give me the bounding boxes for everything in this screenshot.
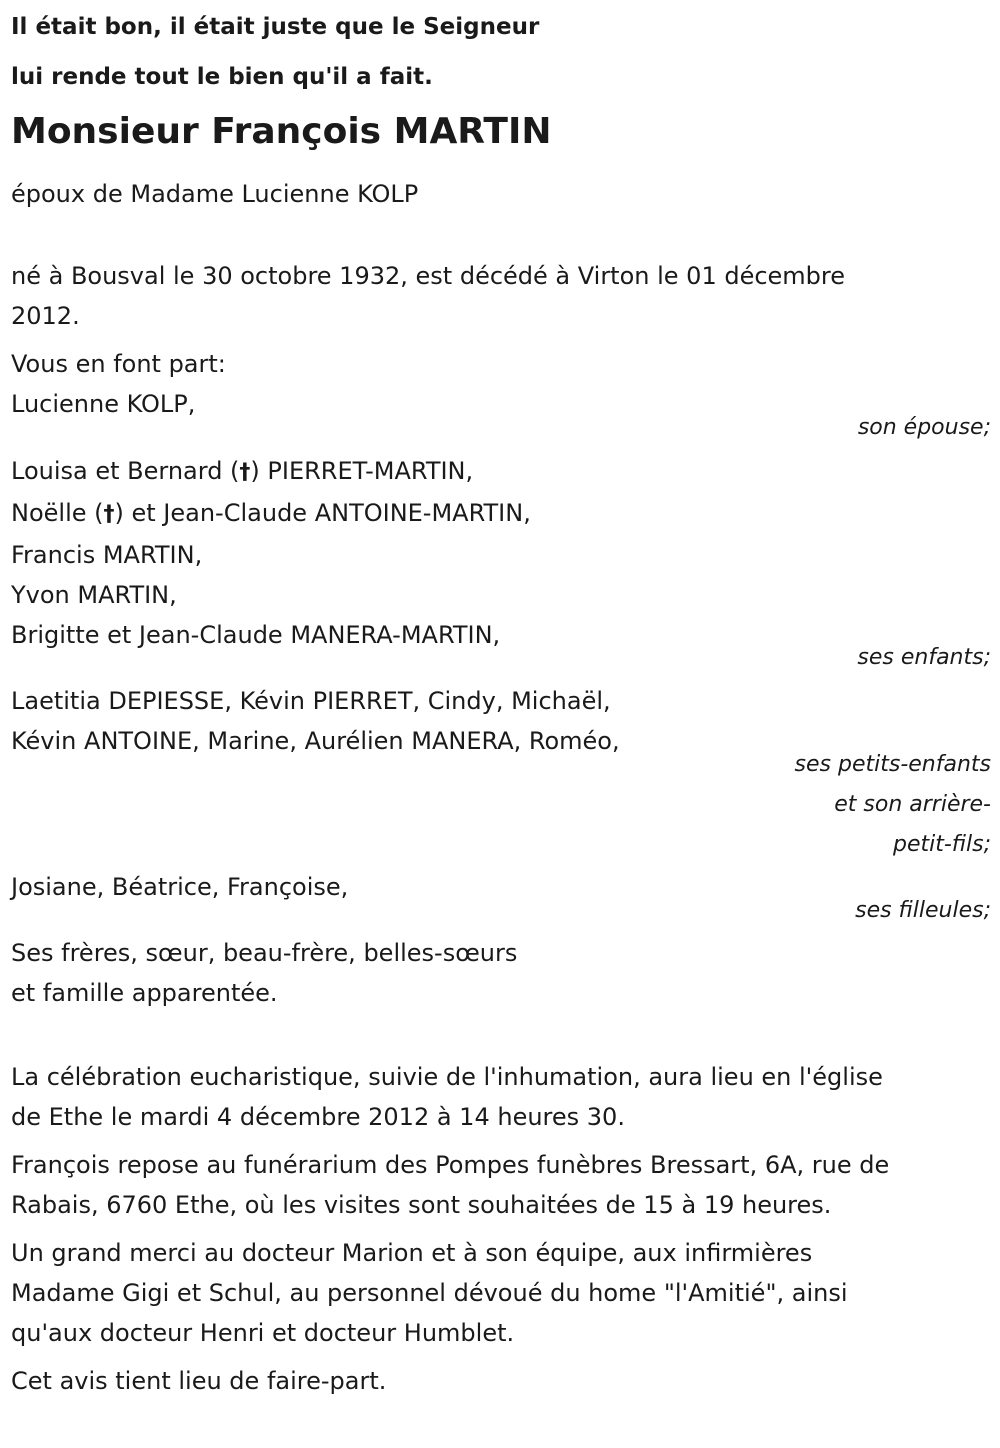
deceased-name: Monsieur François MARTIN bbox=[11, 111, 552, 152]
list-item: Laetitia DEPIESSE, Kévin PIERRET, Cindy, Michaël, bbox=[11, 687, 611, 715]
relation-label: son épouse; bbox=[857, 415, 991, 440]
obituary-notice bbox=[11, 0, 991, 1401]
list-item: Yvon MARTIN, bbox=[11, 581, 177, 609]
cross-icon: † bbox=[103, 502, 115, 527]
list-item: Brigitte et Jean-Claude MANERA-MARTIN, bbox=[11, 621, 501, 649]
list-item: Francis MARTIN, bbox=[11, 541, 203, 569]
epigraph bbox=[11, 2, 991, 102]
list-item: Kévin ANTOINE, Marine, Aurélien MANERA, Roméo, bbox=[11, 727, 620, 755]
family-line: Ses frères, sœur, beau-frère, belles-sœurs bbox=[11, 939, 518, 967]
spouse-of-text: époux de Madame Lucienne KOLP bbox=[11, 180, 419, 208]
relation-label: ses enfants; bbox=[857, 645, 991, 670]
announcement-text: Vous en font part: bbox=[11, 350, 226, 378]
paragraph-line: Rabais, 6760 Ethe, où les visites sont souhaitées de 15 à 19 heures. bbox=[11, 1191, 832, 1219]
relation-label: ses filleules; bbox=[855, 898, 991, 923]
birth-death-line: 2012. bbox=[11, 302, 80, 330]
family-line: et famille apparentée. bbox=[11, 979, 278, 1007]
relation-label: petit-fils; bbox=[892, 832, 991, 857]
ceremony-paragraph bbox=[11, 1057, 991, 1137]
paragraph-line: de Ethe le mardi 4 décembre 2012 à 14 heures 30. bbox=[11, 1103, 625, 1131]
relation-label: et son arrière- bbox=[834, 792, 991, 817]
rest-paragraph bbox=[11, 1145, 991, 1225]
birth-death-line: né à Bousval le 30 octobre 1932, est décédé à Virton le 01 décembre bbox=[11, 262, 846, 290]
list-item: Josiane, Béatrice, Françoise, bbox=[11, 873, 349, 901]
grandchildren-relation bbox=[11, 745, 991, 865]
epigraph-line: Il était bon, il était juste que le Seigneur bbox=[11, 14, 540, 40]
closing-text: Cet avis tient lieu de faire-part. bbox=[11, 1367, 387, 1395]
paragraph-line: Un grand merci au docteur Marion et à son équipe, aux infirmières bbox=[11, 1239, 813, 1267]
relation-label: ses petits-enfants bbox=[794, 752, 991, 777]
birth-death-text bbox=[11, 256, 991, 336]
paragraph-line: François repose au funérarium des Pompes funèbres Bressart, 6A, rue de bbox=[11, 1151, 890, 1179]
children-list bbox=[11, 451, 991, 655]
cross-icon: † bbox=[239, 460, 251, 485]
thanks-paragraph bbox=[11, 1233, 991, 1353]
paragraph-line: La célébration eucharistique, suivie de l'inhumation, aura lieu en l'église bbox=[11, 1063, 883, 1091]
spouse-name: Lucienne KOLP, bbox=[11, 390, 196, 418]
list-item: Noëlle (†) et Jean-Claude ANTOINE-MARTIN, bbox=[11, 499, 531, 527]
list-item: Louisa et Bernard (†) PIERRET-MARTIN, bbox=[11, 457, 474, 485]
paragraph-line: qu'aux docteur Henri et docteur Humblet. bbox=[11, 1319, 515, 1347]
epigraph-line: lui rende tout le bien qu'il a fait. bbox=[11, 64, 433, 90]
family-block bbox=[11, 933, 991, 1013]
paragraph-line: Madame Gigi et Schul, au personnel dévoué du home "l'Amitié", ainsi bbox=[11, 1279, 848, 1307]
